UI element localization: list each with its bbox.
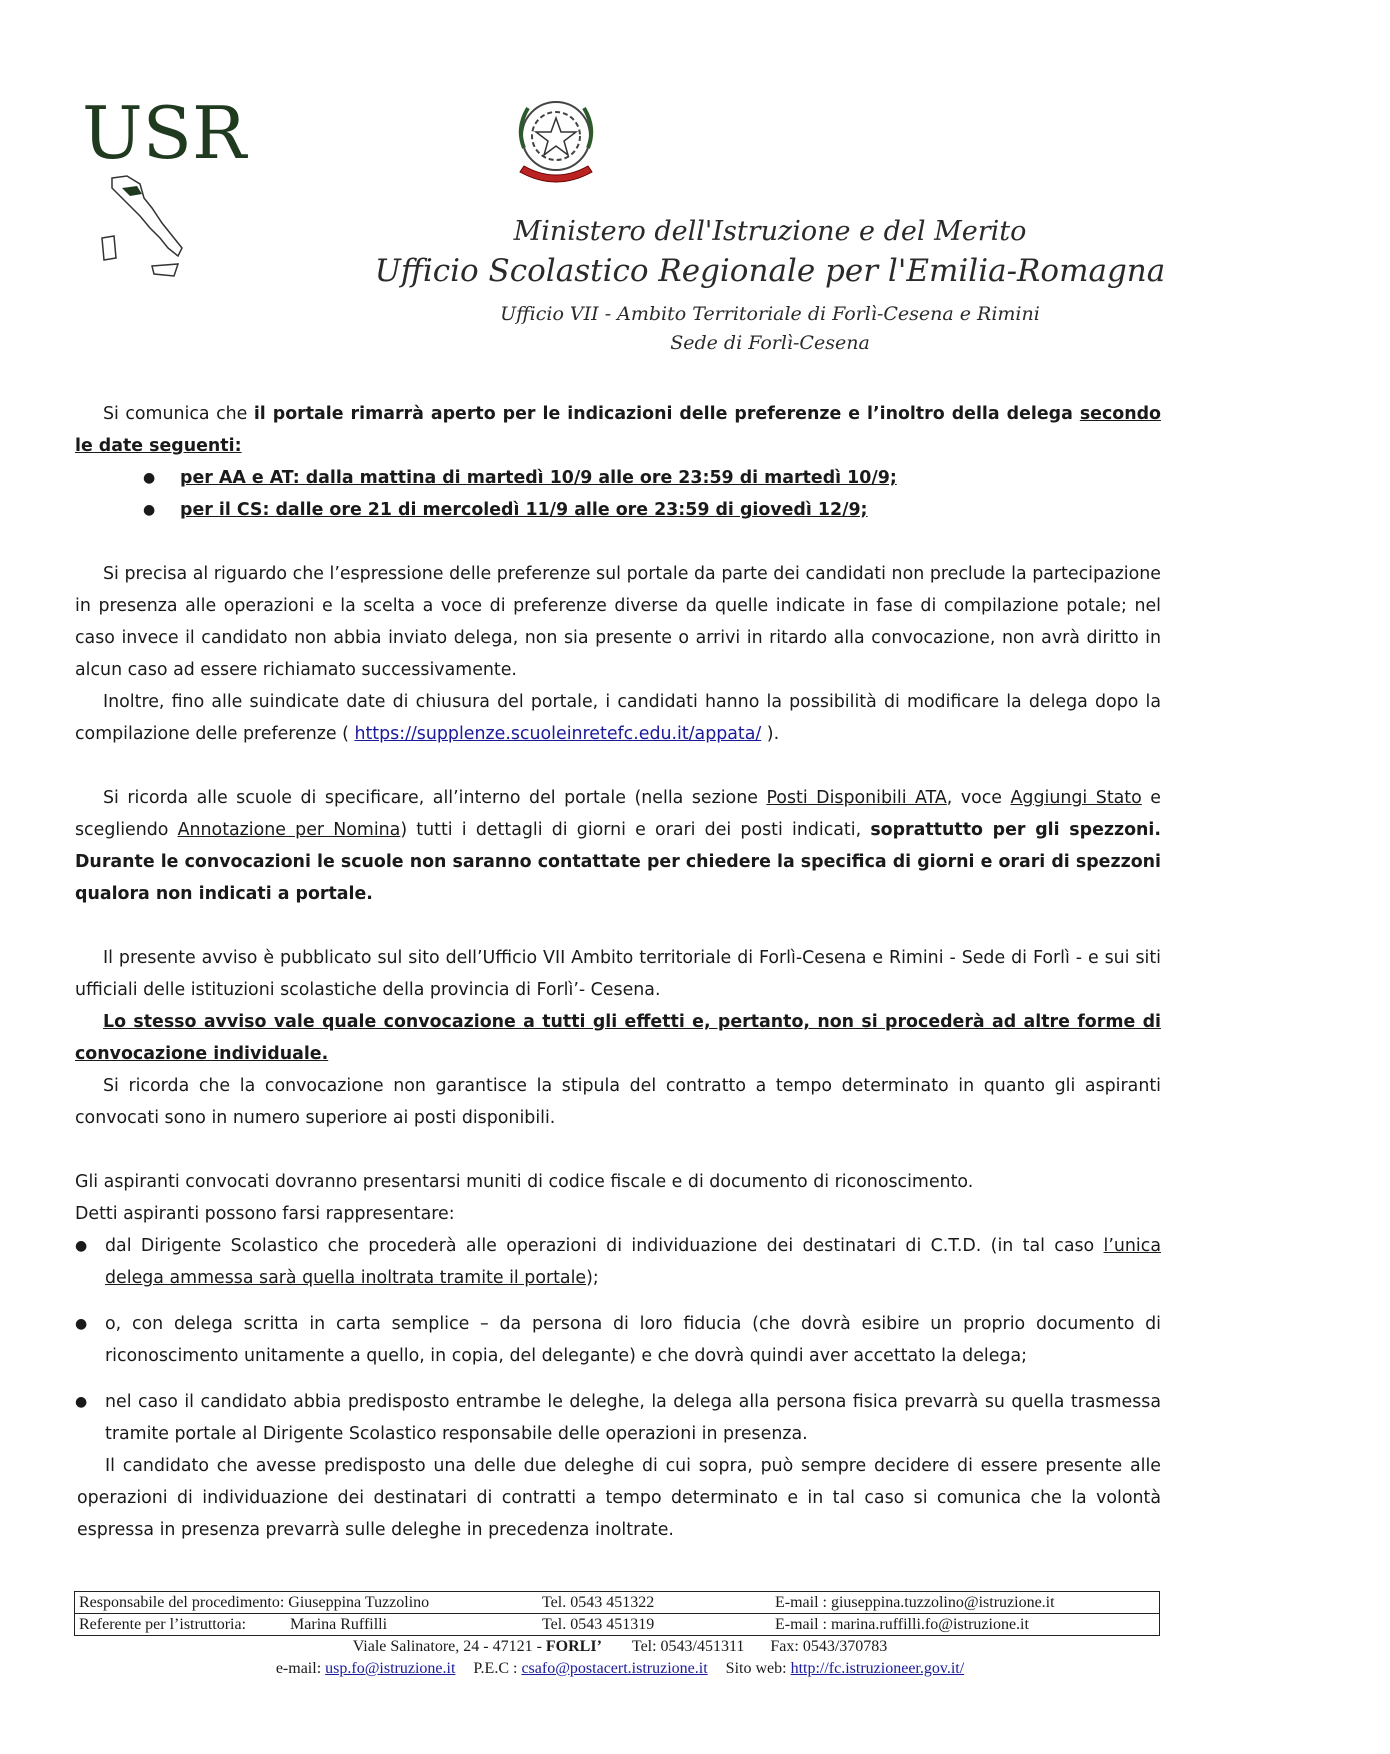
seat-name: Sede di Forlì-Cesena — [670, 332, 870, 354]
p1-text: Si comunica che — [103, 404, 254, 424]
bullet-aa-at: per AA e AT: dalla mattina di martedì 10/9 alle ore 23:59 di martedì 10/9; — [180, 468, 897, 488]
paragraph-convocation: Lo stesso avviso vale quale convocazione a tutti gli effetti e, pertanto, non si procederà ad altre forme di convocazione individuale. — [75, 1012, 1161, 1064]
p3-end: ). — [761, 724, 780, 744]
aggiungi-stato: Aggiungi Stato — [1010, 788, 1142, 808]
paragraph-preferences: Si precisa al riguardo che l’espressione delle preferenze sul portale da parte dei candidati non preclude la partecipazione in presenza alle operazioni e la scelta a voce di preferenze diverse da quelle indicate in fase di compilazione potale; nel caso invece il candidato non abbia inviato delega, non sia presente o arrivi in ritardo alla convocazione, non avrà diritto in alcun caso ad essere richiamato successivamente. — [75, 564, 1161, 680]
address-city: FORLI’ — [545, 1638, 602, 1655]
bullet-icon: ● — [143, 502, 156, 518]
b3-underline: l’unica delega ammessa sarà quella inoltrata tramite il portale — [105, 1236, 1161, 1288]
email-link[interactable]: usp.fo@istruzione.it — [325, 1660, 456, 1677]
responsible-email: E-mail : giuseppina.tuzzolino@istruzione.it — [771, 1592, 1160, 1614]
footer-contacts-table — [74, 1591, 1160, 1636]
p4-text-2: , voce — [946, 788, 1011, 808]
paragraph-documents: Gli aspiranti convocati dovranno presentarsi muniti di codice fiscale e di documento di riconoscimento. — [75, 1172, 974, 1192]
portal-link[interactable]: https://supplenze.scuoleinretefc.edu.it/appata/ — [354, 724, 762, 744]
paragraph-no-guarantee: Si ricorda che la convocazione non garantisce la stipula del contratto a tempo determinato in quanto gli aspiranti convocati sono in numero superiore ai posti disponibili. — [75, 1076, 1161, 1128]
bullet-icon: ● — [75, 1394, 88, 1410]
paragraph-final: Il candidato che avesse predisposto una delle due deleghe di cui sopra, può sempre decidere di essere presente alle operazioni di individuazione dei destinatari di contratti a tempo determinato e in tal caso si comunica che la volontà espressa in presenza prevarrà sulle deleghe in precedenza inoltrate. — [77, 1456, 1161, 1540]
p4-text: Si ricorda alle scuole di specificare, all’interno del portale (nella sezione — [103, 788, 767, 808]
pec-link[interactable]: csafo@postacert.istruzione.it — [521, 1660, 708, 1677]
email-label: e-mail: — [275, 1660, 322, 1677]
table-row — [75, 1614, 1160, 1636]
p4-text-4: ) tutti i dettagli di giorni e orari dei posti indicati, — [400, 820, 871, 840]
ministry-name: Ministero dell'Istruzione e del Merito — [513, 216, 1027, 247]
address-tel: Tel: 0543/451311 — [631, 1638, 745, 1655]
posti-disponibili-ata: Posti Disponibili ATA — [766, 788, 947, 808]
regional-office-name: Ufficio Scolastico Regionale per l'Emilia-Romagna — [374, 253, 1166, 289]
p4-text-3: e scegliendo — [75, 788, 1161, 840]
paragraph-modify-delega — [75, 686, 1161, 750]
paragraph-schools — [75, 782, 1161, 910]
paragraph-intro — [75, 398, 1161, 462]
site-link[interactable]: http://fc.istruzioneer.gov.it/ — [790, 1660, 965, 1677]
list-item — [75, 1230, 1161, 1294]
usr-logo-text: USR — [82, 91, 247, 175]
p1-bold: il portale rimarrà aperto per le indicazioni delle preferenze e l’inoltro della delega — [253, 404, 1080, 424]
referent-cell — [75, 1614, 539, 1636]
bullet-cs: per il CS: dalle ore 21 di mercoledì 11/9 alle ore 23:59 di giovedì 12/9; — [180, 500, 868, 520]
referent-tel: Tel. 0543 451319 — [542, 1615, 655, 1633]
list-item — [75, 1386, 1161, 1450]
bullet-icon: ● — [75, 1316, 88, 1332]
list-item — [75, 494, 1161, 526]
b4-text: o, con delega scritta in carta semplice – da persona di loro fiducia (che dovrà esibire un proprio documento di riconoscimento unitamente a quello, in copia, del delegante) e che dovrà quindi aver accettato la delega; — [105, 1314, 1161, 1366]
sub-office-name: Ufficio VII - Ambito Territoriale di Forlì-Cesena e Rimini — [500, 303, 1040, 325]
pec-label: P.E.C : — [473, 1660, 518, 1677]
p3-text: Inoltre, fino alle suindicate date di chiusura del portale, i candidati hanno la possibilità di modificare la delega dopo la compilazione delle preferenze ( — [75, 692, 1161, 744]
list-item — [75, 462, 1161, 494]
p4-bold: soprattutto per gli spezzoni. Durante le convocazioni le scuole non saranno contattate per chiedere la specifica di giorni e orari di spezzoni qualora non indicati a portale. — [75, 820, 1162, 904]
referent-name: Marina Ruffilli — [290, 1615, 388, 1633]
document-body — [75, 398, 1161, 1546]
paragraph-publication: Il presente avviso è pubblicato sul sito dell’Ufficio VII Ambito territoriale di Forlì-Cesena e Rimini - Sede di Forlì - e sui siti ufficiali delle istituzioni scolastiche della provincia di Forlì’- Cesena. — [75, 948, 1161, 1000]
list-item — [75, 1308, 1161, 1372]
footer-address — [0, 1638, 1240, 1656]
responsible-tel: Tel. 0543 451322 — [538, 1592, 771, 1614]
b5-text: nel caso il candidato abbia predisposto entrambe le deleghe, la delega alla persona fisica prevarrà su quella trasmessa tramite portale al Dirigente Scolastico responsabile delle operazioni in presenza. — [105, 1392, 1161, 1444]
address-text: Viale Salinatore, 24 - 47121 - — [352, 1638, 546, 1655]
referent-label: Referente per l’istruttoria: — [79, 1615, 247, 1633]
responsible-label: Responsabile del procedimento: Giuseppina Tuzzolino — [75, 1592, 539, 1614]
paragraph-representation: Detti aspiranti possono farsi rappresentare: — [75, 1204, 455, 1224]
bullet-icon: ● — [75, 1238, 88, 1254]
table-row — [75, 1592, 1160, 1614]
referent-email: E-mail : marina.ruffilli.fo@istruzione.it — [775, 1615, 1029, 1633]
republic-emblem — [506, 88, 606, 198]
b3-end: ); — [586, 1268, 599, 1288]
bullet-icon: ● — [143, 470, 156, 486]
p1-bold-underline: secondo le date seguenti: — [75, 404, 1161, 456]
address-fax: Fax: 0543/370783 — [770, 1638, 888, 1655]
site-label: Sito web: — [725, 1660, 787, 1677]
b3-text: dal Dirigente Scolastico che procederà alle operazioni di individuazione dei destinatari di C.T.D. (in tal caso — [105, 1236, 1104, 1256]
footer-links — [0, 1660, 1240, 1678]
annotazione-per-nomina: Annotazione per Nomina — [177, 820, 401, 840]
